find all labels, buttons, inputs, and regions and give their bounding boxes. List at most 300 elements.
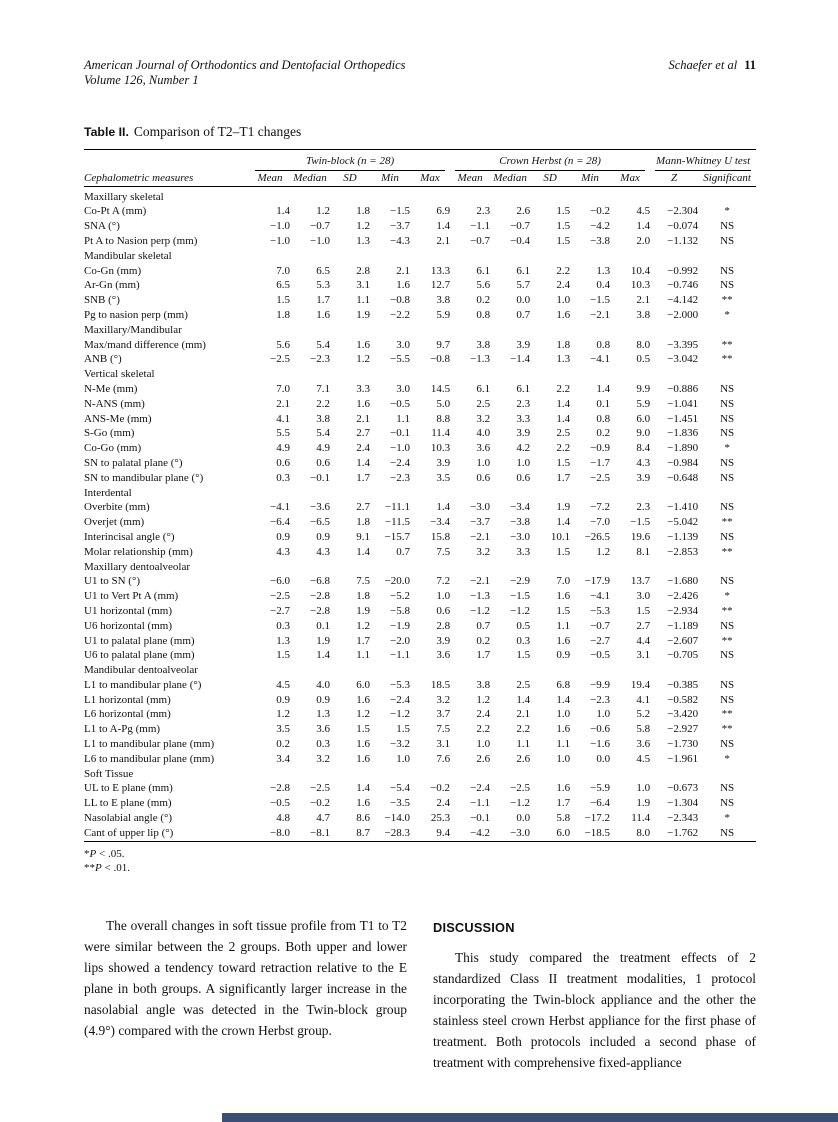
table-row xyxy=(84,456,756,471)
value-cell: 3.3 xyxy=(516,412,531,425)
section-header: Interdental xyxy=(84,486,132,499)
value-cell: 1.7 xyxy=(476,649,491,662)
value-cell: 10.3 xyxy=(630,279,651,292)
table-row xyxy=(84,693,756,708)
value-cell: 6.0 xyxy=(636,412,651,425)
value-cell: 1.5 xyxy=(556,456,571,469)
z-value-cell: −1.730 xyxy=(667,738,699,751)
significance-cell: NS xyxy=(720,797,735,810)
measure-label: SN to mandibular plane (°) xyxy=(84,471,204,484)
value-cell: 1.7 xyxy=(316,294,330,307)
section-row xyxy=(84,367,756,382)
value-cell: 0.9 xyxy=(276,530,290,543)
z-value-cell: −2.343 xyxy=(667,812,699,825)
measure-label: S-Go (mm) xyxy=(84,427,135,440)
value-cell: 1.7 xyxy=(556,471,571,484)
value-cell: 0.0 xyxy=(516,812,531,825)
value-cell: 5.2 xyxy=(636,708,651,721)
value-cell: −4.1 xyxy=(590,590,611,603)
value-cell: 4.4 xyxy=(636,634,651,647)
significance-cell: NS xyxy=(720,382,735,395)
value-cell: 3.6 xyxy=(316,723,330,736)
table-row xyxy=(84,634,756,649)
value-cell: 2.7 xyxy=(356,427,370,440)
value-cell: 7.5 xyxy=(436,545,451,558)
journal-title: American Journal of Orthodontics and Dentofacial Orthopedics xyxy=(84,58,406,72)
z-value-cell: −1.890 xyxy=(667,442,699,455)
value-cell: 3.9 xyxy=(516,338,531,351)
value-cell: 2.3 xyxy=(476,205,491,218)
value-cell: −1.1 xyxy=(390,649,410,662)
value-cell: 1.1 xyxy=(356,649,370,662)
table-row xyxy=(84,441,756,456)
section-row xyxy=(84,663,756,678)
value-cell: 4.2 xyxy=(516,442,531,455)
column-header: Max xyxy=(610,171,650,186)
value-cell: 0.1 xyxy=(316,619,330,632)
value-cell: 1.9 xyxy=(556,501,571,514)
column-header: SD xyxy=(530,171,570,186)
value-cell: 1.2 xyxy=(356,353,370,366)
value-cell: 3.3 xyxy=(356,382,370,395)
value-cell: −0.7 xyxy=(310,220,330,233)
value-cell: 0.3 xyxy=(276,619,290,632)
significance-cell: NS xyxy=(720,471,735,484)
value-cell: 1.4 xyxy=(636,220,651,233)
value-cell: −1.3 xyxy=(470,590,491,603)
value-cell: 0.9 xyxy=(556,649,571,662)
value-cell: 2.1 xyxy=(636,294,651,307)
measure-label: U6 to palatal plane (mm) xyxy=(84,649,195,662)
value-cell: 1.4 xyxy=(556,412,571,425)
comparison-table xyxy=(84,149,756,842)
value-cell: −0.7 xyxy=(470,234,491,247)
value-cell: 0.8 xyxy=(476,308,491,321)
table-caption xyxy=(84,124,756,140)
z-value-cell: −3.042 xyxy=(667,353,699,366)
value-cell: 3.4 xyxy=(276,752,290,765)
value-cell: 5.8 xyxy=(556,812,571,825)
value-cell: 9.9 xyxy=(636,382,651,395)
value-cell: 8.0 xyxy=(636,826,651,839)
value-cell: 3.1 xyxy=(436,738,451,751)
value-cell: −18.5 xyxy=(584,826,611,839)
value-cell: −1.5 xyxy=(590,294,611,307)
value-cell: 4.3 xyxy=(316,545,330,558)
value-cell: −3.7 xyxy=(390,220,410,233)
row-header-label: Cephalometric measures xyxy=(84,171,250,186)
column-header: Z xyxy=(650,171,698,186)
value-cell: 1.0 xyxy=(476,456,491,469)
value-cell: 1.6 xyxy=(396,279,410,292)
value-cell: −0.6 xyxy=(590,723,611,736)
significance-cell: NS xyxy=(720,397,735,410)
section-row xyxy=(84,323,756,338)
measure-label: Overbite (mm) xyxy=(84,501,150,514)
value-cell: 4.0 xyxy=(476,427,491,440)
measure-label: Pt A to Nasion perp (mm) xyxy=(84,234,198,247)
column-header: Significant xyxy=(698,171,756,186)
value-cell: 2.5 xyxy=(556,427,571,440)
significance-cell: NS xyxy=(720,678,735,691)
value-cell: −5.2 xyxy=(390,590,410,603)
value-cell: 1.6 xyxy=(316,308,330,321)
value-cell: 10.1 xyxy=(550,530,571,543)
value-cell: −3.8 xyxy=(510,516,531,529)
value-cell: −0.5 xyxy=(590,649,611,662)
significance-cell: NS xyxy=(720,782,735,795)
value-cell: 1.6 xyxy=(556,590,571,603)
z-value-cell: −1.451 xyxy=(667,412,699,425)
value-cell: −3.7 xyxy=(470,516,491,529)
value-cell: −20.0 xyxy=(384,575,410,588)
z-value-cell: −2.000 xyxy=(667,308,699,321)
significance-cell: * xyxy=(724,752,730,765)
value-cell: 2.2 xyxy=(316,397,330,410)
significance-cell: ** xyxy=(721,708,733,721)
value-cell: 9.1 xyxy=(356,530,370,543)
value-cell: −3.4 xyxy=(430,516,451,529)
section-row xyxy=(84,486,756,501)
value-cell: 2.8 xyxy=(356,264,370,277)
value-cell: −11.5 xyxy=(384,516,410,529)
value-cell: −1.2 xyxy=(510,604,531,617)
value-cell: −1.9 xyxy=(390,619,410,632)
value-cell: 4.0 xyxy=(316,678,330,691)
value-cell: 1.9 xyxy=(356,604,370,617)
value-cell: 3.5 xyxy=(436,471,451,484)
table-body xyxy=(84,186,756,841)
value-cell: −1.1 xyxy=(470,220,491,233)
value-cell: 0.0 xyxy=(596,752,611,765)
value-cell: 7.6 xyxy=(436,752,451,765)
value-cell: 1.0 xyxy=(396,752,410,765)
value-cell: −1.2 xyxy=(390,708,410,721)
value-cell: 4.5 xyxy=(636,752,651,765)
value-cell: 0.9 xyxy=(316,530,330,543)
value-cell: 4.9 xyxy=(316,442,330,455)
value-cell: −1.1 xyxy=(470,797,491,810)
column-header: Median xyxy=(490,171,530,186)
value-cell: −1.2 xyxy=(470,604,491,617)
z-value-cell: −1.139 xyxy=(667,530,699,543)
value-cell: 2.7 xyxy=(356,501,370,514)
value-cell: −2.2 xyxy=(390,308,410,321)
value-cell: 3.6 xyxy=(636,738,651,751)
z-value-cell: −1.836 xyxy=(667,427,699,440)
value-cell: 1.4 xyxy=(356,545,370,558)
section-header: Maxillary skeletal xyxy=(84,190,164,203)
value-cell: 0.3 xyxy=(276,471,290,484)
value-cell: 0.8 xyxy=(596,338,611,351)
value-cell: 2.4 xyxy=(356,442,370,455)
value-cell: 11.4 xyxy=(631,812,651,825)
value-cell: −5.3 xyxy=(390,678,410,691)
value-cell: 1.0 xyxy=(556,294,571,307)
value-cell: −2.5 xyxy=(270,353,290,366)
value-cell: 6.5 xyxy=(276,279,290,292)
value-cell: −3.8 xyxy=(590,234,611,247)
z-value-cell: −2.927 xyxy=(667,723,699,736)
value-cell: 3.9 xyxy=(516,427,531,440)
value-cell: 1.9 xyxy=(316,634,330,647)
value-cell: −3.0 xyxy=(510,530,531,543)
z-value-cell: −0.648 xyxy=(667,471,699,484)
value-cell: 14.5 xyxy=(430,382,451,395)
value-cell: 0.7 xyxy=(516,308,531,321)
value-cell: 2.5 xyxy=(476,397,491,410)
value-cell: 1.3 xyxy=(276,634,290,647)
value-cell: 1.5 xyxy=(276,649,290,662)
section-header: Maxillary dentoalveolar xyxy=(84,560,190,573)
value-cell: −1.5 xyxy=(510,590,531,603)
significance-cell: * xyxy=(724,812,730,825)
significance-cell: ** xyxy=(721,516,733,529)
significance-cell: NS xyxy=(720,501,735,514)
value-cell: −1.6 xyxy=(590,738,611,751)
z-value-cell: −0.992 xyxy=(667,264,699,277)
table-row xyxy=(84,811,756,826)
significance-cell: ** xyxy=(721,604,733,617)
value-cell: 8.8 xyxy=(436,412,451,425)
value-cell: 0.4 xyxy=(596,279,611,292)
z-value-cell: −2.607 xyxy=(667,634,699,647)
z-value-cell: −2.304 xyxy=(667,205,699,218)
value-cell: −2.7 xyxy=(270,604,290,617)
value-cell: 1.5 xyxy=(516,649,531,662)
value-cell: 1.1 xyxy=(556,619,571,632)
column-header: Median xyxy=(290,171,330,186)
z-value-cell: −0.705 xyxy=(667,649,699,662)
value-cell: 1.2 xyxy=(596,545,611,558)
value-cell: 6.8 xyxy=(556,678,571,691)
table-row xyxy=(84,678,756,693)
value-cell: 2.6 xyxy=(476,752,491,765)
value-cell: 1.4 xyxy=(436,501,451,514)
value-cell: 6.0 xyxy=(556,826,571,839)
value-cell: −2.1 xyxy=(470,530,491,543)
value-cell: 1.7 xyxy=(356,471,370,484)
value-cell: 0.6 xyxy=(476,471,491,484)
value-cell: 3.0 xyxy=(396,382,410,395)
value-cell: 1.4 xyxy=(436,220,451,233)
value-cell: 1.2 xyxy=(356,220,370,233)
value-cell: 2.2 xyxy=(476,723,491,736)
value-cell: 2.0 xyxy=(636,234,651,247)
value-cell: 1.3 xyxy=(556,353,571,366)
significance-cell: ** xyxy=(721,723,733,736)
value-cell: 1.9 xyxy=(636,797,651,810)
value-cell: 4.8 xyxy=(276,812,290,825)
z-value-cell: −3.420 xyxy=(667,708,699,721)
value-cell: 1.5 xyxy=(556,545,571,558)
value-cell: −0.4 xyxy=(510,234,531,247)
value-cell: 1.4 xyxy=(556,693,571,706)
value-cell: 2.1 xyxy=(276,397,290,410)
table-label: Table II. xyxy=(84,125,129,139)
value-cell: 1.5 xyxy=(556,205,571,218)
table-row xyxy=(84,500,756,515)
value-cell: 1.6 xyxy=(356,397,370,410)
value-cell: 2.4 xyxy=(436,797,451,810)
value-cell: 0.3 xyxy=(516,634,531,647)
value-cell: 18.5 xyxy=(430,678,451,691)
value-cell: 2.1 xyxy=(516,708,531,721)
value-cell: 1.0 xyxy=(476,738,491,751)
z-value-cell: −2.853 xyxy=(667,545,699,558)
value-cell: 0.6 xyxy=(276,456,290,469)
value-cell: 6.9 xyxy=(436,205,451,218)
value-cell: −1.5 xyxy=(390,205,410,218)
value-cell: 1.4 xyxy=(556,397,571,410)
journal-volume: Volume 126, Number 1 xyxy=(84,73,199,87)
table-row xyxy=(84,826,756,841)
value-cell: 1.8 xyxy=(556,338,571,351)
value-cell: 1.0 xyxy=(556,708,571,721)
value-cell: −8.1 xyxy=(310,826,330,839)
value-cell: 6.1 xyxy=(476,382,491,395)
page-number: 11 xyxy=(744,58,756,72)
authors: Schaefer et al xyxy=(668,58,738,72)
value-cell: 2.4 xyxy=(476,708,491,721)
value-cell: −1.7 xyxy=(590,456,611,469)
table-row xyxy=(84,574,756,589)
value-cell: 2.1 xyxy=(356,412,370,425)
value-cell: −4.2 xyxy=(590,220,611,233)
value-cell: 6.0 xyxy=(356,678,370,691)
value-cell: 3.2 xyxy=(436,693,451,706)
value-cell: 7.1 xyxy=(316,382,330,395)
value-cell: 1.0 xyxy=(436,590,451,603)
value-cell: −4.2 xyxy=(470,826,491,839)
value-cell: −2.1 xyxy=(590,308,611,321)
table-row xyxy=(84,397,756,412)
value-cell: 1.4 xyxy=(316,649,330,662)
right-column xyxy=(433,915,756,1073)
value-cell: 5.9 xyxy=(436,308,451,321)
value-cell: 5.9 xyxy=(636,397,651,410)
value-cell: 10.4 xyxy=(630,264,651,277)
value-cell: −0.8 xyxy=(390,294,410,307)
table-row xyxy=(84,278,756,293)
value-cell: −0.5 xyxy=(390,397,410,410)
value-cell: 3.8 xyxy=(316,412,330,425)
value-cell: −15.7 xyxy=(384,530,410,543)
table-row xyxy=(84,707,756,722)
page-edge-bar xyxy=(222,1113,838,1122)
value-cell: −1.5 xyxy=(630,516,651,529)
running-head xyxy=(84,0,756,88)
value-cell: 2.6 xyxy=(516,752,531,765)
section-header: Soft Tissue xyxy=(84,767,134,780)
value-cell: 0.2 xyxy=(596,427,611,440)
z-value-cell: −0.582 xyxy=(667,693,699,706)
measure-label: L6 horizontal (mm) xyxy=(84,708,171,721)
value-cell: 3.8 xyxy=(436,294,451,307)
value-cell: 8.1 xyxy=(636,545,651,558)
value-cell: 1.6 xyxy=(556,723,571,736)
column-header: Max xyxy=(410,171,450,186)
measure-label: U1 to SN (°) xyxy=(84,575,141,588)
value-cell: 4.1 xyxy=(276,412,290,425)
significance-cell: NS xyxy=(720,234,735,247)
z-value-cell: −2.934 xyxy=(667,604,699,617)
section-header: Vertical skeletal xyxy=(84,368,155,381)
table-row xyxy=(84,545,756,560)
z-value-cell: −1.041 xyxy=(667,397,699,410)
running-head-right xyxy=(668,58,756,73)
value-cell: 2.2 xyxy=(556,382,571,395)
value-cell: −6.0 xyxy=(270,575,290,588)
value-cell: −5.3 xyxy=(590,604,611,617)
group-header-spacer xyxy=(84,150,250,171)
significance-cell: NS xyxy=(720,530,735,543)
value-cell: 1.6 xyxy=(356,738,370,751)
value-cell: 3.3 xyxy=(516,545,531,558)
value-cell: 1.7 xyxy=(556,797,571,810)
value-cell: 9.7 xyxy=(436,338,451,351)
value-cell: 1.5 xyxy=(556,604,571,617)
value-cell: 19.6 xyxy=(630,530,651,543)
significance-cell: ** xyxy=(721,634,733,647)
value-cell: 9.0 xyxy=(636,427,651,440)
value-cell: 1.5 xyxy=(636,604,651,617)
value-cell: 1.4 xyxy=(276,205,290,218)
value-cell: 4.7 xyxy=(316,812,330,825)
table-row xyxy=(84,338,756,353)
table-row xyxy=(84,648,756,663)
z-value-cell: −3.395 xyxy=(667,338,699,351)
significance-cell: NS xyxy=(720,738,735,751)
measure-label: Max/mand difference (mm) xyxy=(84,338,206,351)
value-cell: −0.9 xyxy=(590,442,611,455)
column-group-header: Crown Herbst (n = 28) xyxy=(450,150,650,171)
value-cell: 3.6 xyxy=(436,649,451,662)
significance-cell: * xyxy=(724,205,730,218)
value-cell: 3.1 xyxy=(356,279,370,292)
section-header: Mandibular dentoalveolar xyxy=(84,664,198,677)
column-header: SD xyxy=(330,171,370,186)
value-cell: 2.5 xyxy=(516,678,531,691)
value-cell: 25.3 xyxy=(430,812,451,825)
value-cell: 2.2 xyxy=(556,442,571,455)
table-row xyxy=(84,308,756,323)
value-cell: 1.7 xyxy=(356,634,370,647)
column-header: Min xyxy=(570,171,610,186)
table-row xyxy=(84,382,756,397)
value-cell: −5.4 xyxy=(390,782,410,795)
measure-label: Ar-Gn (mm) xyxy=(84,279,140,292)
value-cell: 3.7 xyxy=(436,708,451,721)
value-cell: 0.1 xyxy=(596,397,611,410)
table-row xyxy=(84,471,756,486)
value-cell: −17.2 xyxy=(584,812,611,825)
z-value-cell: −1.304 xyxy=(667,797,699,810)
value-cell: 2.7 xyxy=(636,619,651,632)
z-value-cell: −4.142 xyxy=(667,294,699,307)
value-cell: 7.0 xyxy=(276,382,290,395)
value-cell: 15.8 xyxy=(430,530,451,543)
table-row xyxy=(84,515,756,530)
measure-label: U1 to Vert Pt A (mm) xyxy=(84,590,179,603)
value-cell: −0.1 xyxy=(310,471,330,484)
value-cell: 3.2 xyxy=(476,545,491,558)
value-cell: 1.0 xyxy=(596,708,611,721)
footnote-2: **P < .01. xyxy=(84,861,130,874)
value-cell: 4.5 xyxy=(276,678,290,691)
value-cell: −14.0 xyxy=(384,812,410,825)
z-value-cell: −1.132 xyxy=(667,234,699,247)
